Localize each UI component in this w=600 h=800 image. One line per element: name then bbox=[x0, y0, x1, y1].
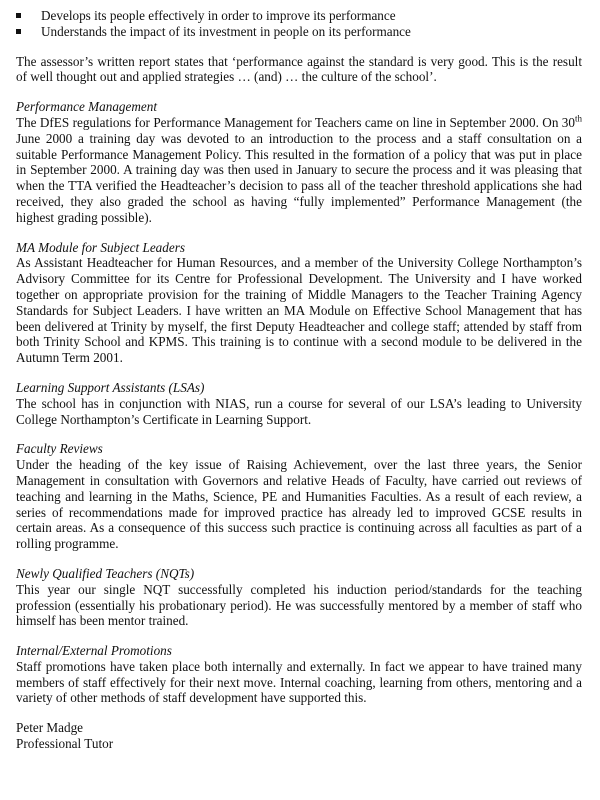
bullet-item bbox=[16, 8, 582, 24]
bullet-item bbox=[16, 24, 582, 40]
section-heading: Newly Qualified Teachers (NQTs) bbox=[16, 565, 195, 581]
section-ma-module bbox=[16, 240, 582, 366]
section-heading: Performance Management bbox=[16, 99, 157, 115]
section-heading: Internal/External Promotions bbox=[16, 643, 172, 659]
square-bullet-icon bbox=[16, 29, 21, 34]
section-heading: Faculty Reviews bbox=[16, 441, 103, 457]
signature-block bbox=[16, 720, 582, 752]
paragraph-text-start: The DfES regulations for Performance Management for Teachers came on line in September 2000. On 30 bbox=[16, 114, 575, 130]
section-heading: MA Module for Subject Leaders bbox=[16, 239, 185, 255]
square-bullet-icon bbox=[16, 13, 21, 18]
ordinal-superscript: th bbox=[574, 113, 582, 124]
section-paragraph: Under the heading of the key issue of Raising Achievement, over the last three years, the Senior Management in consultation with Governors and relative Heads of Faculty, have carried out reviews of teaching and learning in the Maths, Science, PE and Humanities Faculties. As a result of each review, a series of recommendations made for improved practice has already led to improved GCSE results in certain areas. As a consequence of this success such practice is continuing across all faculties as part of a rolling programme. bbox=[16, 457, 582, 552]
document-page bbox=[16, 8, 582, 752]
section-heading: Learning Support Assistants (LSAs) bbox=[16, 379, 205, 395]
section-paragraph: Staff promotions have taken place both internally and externally. In fact we appear to have trained many members of staff effectively for their next move. Internal coaching, learning from others, mentoring and a variety of other methods of staff development have supported this. bbox=[16, 658, 582, 706]
section-learning-support-assistants bbox=[16, 380, 582, 427]
signature-title: Professional Tutor bbox=[16, 736, 114, 752]
section-performance-management bbox=[16, 99, 582, 225]
section-paragraph: This year our single NQT successfully completed his induction period/standards for the teaching profession (essentially his probationary period). He was successfully mentored by a member of staff who himself has been mentor trained. bbox=[16, 581, 582, 629]
bullet-list bbox=[16, 8, 582, 40]
bullet-text: Develops its people effectively in order to improve its performance bbox=[41, 8, 396, 23]
section-internal-external-promotions bbox=[16, 643, 582, 706]
section-paragraph bbox=[16, 115, 582, 226]
bullet-text: Understands the impact of its investment in people on its performance bbox=[41, 23, 411, 39]
section-faculty-reviews bbox=[16, 441, 582, 552]
section-paragraph: The school has in conjunction with NIAS, run a course for several of our LSA’s leading to University College Northampton’s Certificate in Learning Support. bbox=[16, 395, 582, 427]
assessor-paragraph-block bbox=[16, 54, 582, 86]
signature-name: Peter Madge bbox=[16, 720, 84, 736]
assessor-paragraph: The assessor’s written report states that ‘performance against the standard is very good. This is the result of well thought out and applied strategies … (and) … the culture of the school’. bbox=[16, 53, 582, 85]
paragraph-text-end: June 2000 a training day was devoted to an introduction to the process and a staff consultation on a suitable Performance Management Policy. This resulted in the formation of a policy that was put in place in September 2000. A training day was then used in January to secure the process and it was pleasing that when the TTA verified the Headteacher’s decision to pass all of the teacher threshold applications she had received, they also graded the school as having “fully implemented” Performance Management (the highest grading possible). bbox=[16, 130, 582, 225]
section-newly-qualified-teachers bbox=[16, 566, 582, 629]
section-paragraph: As Assistant Headteacher for Human Resources, and a member of the University College Northampton’s Advisory Committee for its Centre for Professional Development. The University and I have worked together on appropriate provision for the training of Middle Managers to the Teacher Training Agency Standards for Subject Leaders. I have written an MA Module on Effective School Management that has been delivered at Trinity by myself, the first Deputy Headteacher and college staff; attended by staff from both Trinity School and KPMS. This training is to continue with a second module to be delivered in the Autumn Term 2001. bbox=[16, 255, 582, 366]
